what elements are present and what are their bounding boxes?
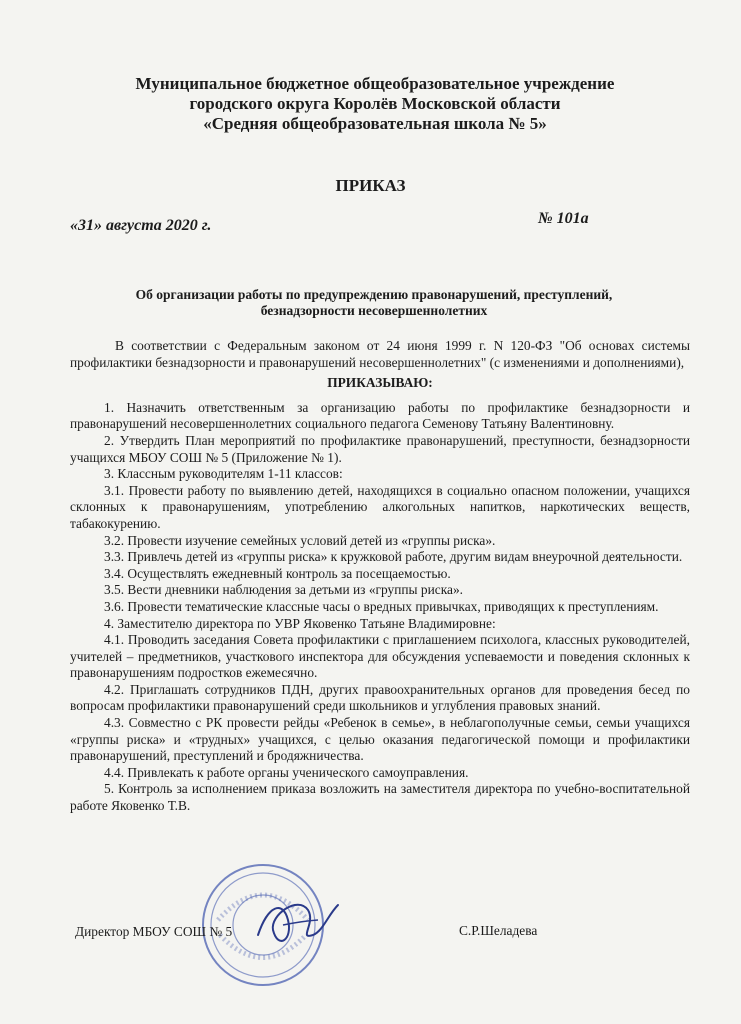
document-subject [100,287,648,319]
subject-line-2: безнадзорности несовершеннолетних [260,303,488,318]
header-line-2: городского округа Королёв Московской области [189,94,561,113]
organization-header [90,74,660,134]
header-line-3: «Средняя общеобразовательная школа № 5» [203,114,547,133]
document-body [70,338,690,815]
list-item: 3.2. Провести изучение семейных условий детей из «группы риска». [104,532,496,548]
document-number: № 101а [538,210,589,227]
header-line-1: Муниципальное бюджетное общеобразовательное учреждение [135,74,615,93]
preamble: В соответствии с Федеральным законом от 24 июня 1999 г. N 120-ФЗ "Об основах системы профилактики безнадзорности и правонарушений несовершеннолетних" (с изменениями и дополнениями), [70,338,690,370]
list-item: 4.4. Привлекать к работе органы ученического самоуправления. [104,764,469,780]
subject-line-1: Об организации работы по предупреждению правонарушений, преступлений, [135,287,613,302]
list-item: 3.5. Вести дневники наблюдения за детьми из «группы риска». [104,582,463,598]
list-item: 4.3. Совместно с РК провести рейды «Ребенок в семье», в неблагополучные семьи, семьи учащихся «группы риска» и «трудных» учащихся, с целью оказания педагогической помощи и профилактики правонарушений, преступлений и бродяжничества. [70,715,690,764]
list-item: 3. Классным руководителям 1-11 классов: [104,466,343,482]
list-item: 4. Заместителю директора по УВР Яковенко Татьяне Владимировне: [104,615,496,631]
order-word: ПРИКАЗЫВАЮ: [327,375,433,391]
list-item: 5. Контроль за исполнением приказа возложить на заместителя директора по учебно-воспитательной работе Яковенко Т.В. [70,781,690,814]
list-item: 3.6. Провести тематические классные часы о вредных привычках, приводящих к преступлениям. [104,598,659,614]
document-date: «31» августа 2020 г. [70,217,212,234]
signature-name: С.Р.Шеладева [459,923,538,938]
list-item: 3.4. Осуществлять ежедневный контроль за посещаемостью. [104,565,451,581]
list-item: 4.1. Проводить заседания Совета профилактики с приглашением психолога, классных руководителей, учителей – предметников, участкового инспектора для обсуждения успеваемости и поведения склонных к правонарушениям подростков ежемесячно. [70,632,690,681]
list-item: 4.2. Приглашать сотрудников ПДН, других правоохранительных органов для проведения бесед по вопросам профилактики правонарушений среди школьников и углубления правовых знаний. [70,681,690,714]
list-item: 3.1. Провести работу по выявлению детей, находящихся в социально опасном положении, учащихся склонных к правонарушениям, употреблению алкогольных напитков, наркотических веществ, табакокурению. [70,482,690,531]
list-item: 2. Утвердить План мероприятий по профилактике правонарушений, преступности, безнадзорности учащихся МБОУ СОШ № 5 (Приложение № 1). [70,432,690,465]
signature-position: Директор МБОУ СОШ № 5 [75,924,233,939]
list-item: 3.3. Привлечь детей из «группы риска» к кружковой работе, другим видам внеурочной деятельности. [104,549,683,565]
document-title: ПРИКАЗ [335,176,406,195]
list-item: 1. Назначить ответственным за организацию работы по профилактике безнадзорности и правонарушений несовершеннолетних социального педагога Семенову Татьяну Валентиновну. [70,399,690,432]
signature-icon [238,885,348,955]
